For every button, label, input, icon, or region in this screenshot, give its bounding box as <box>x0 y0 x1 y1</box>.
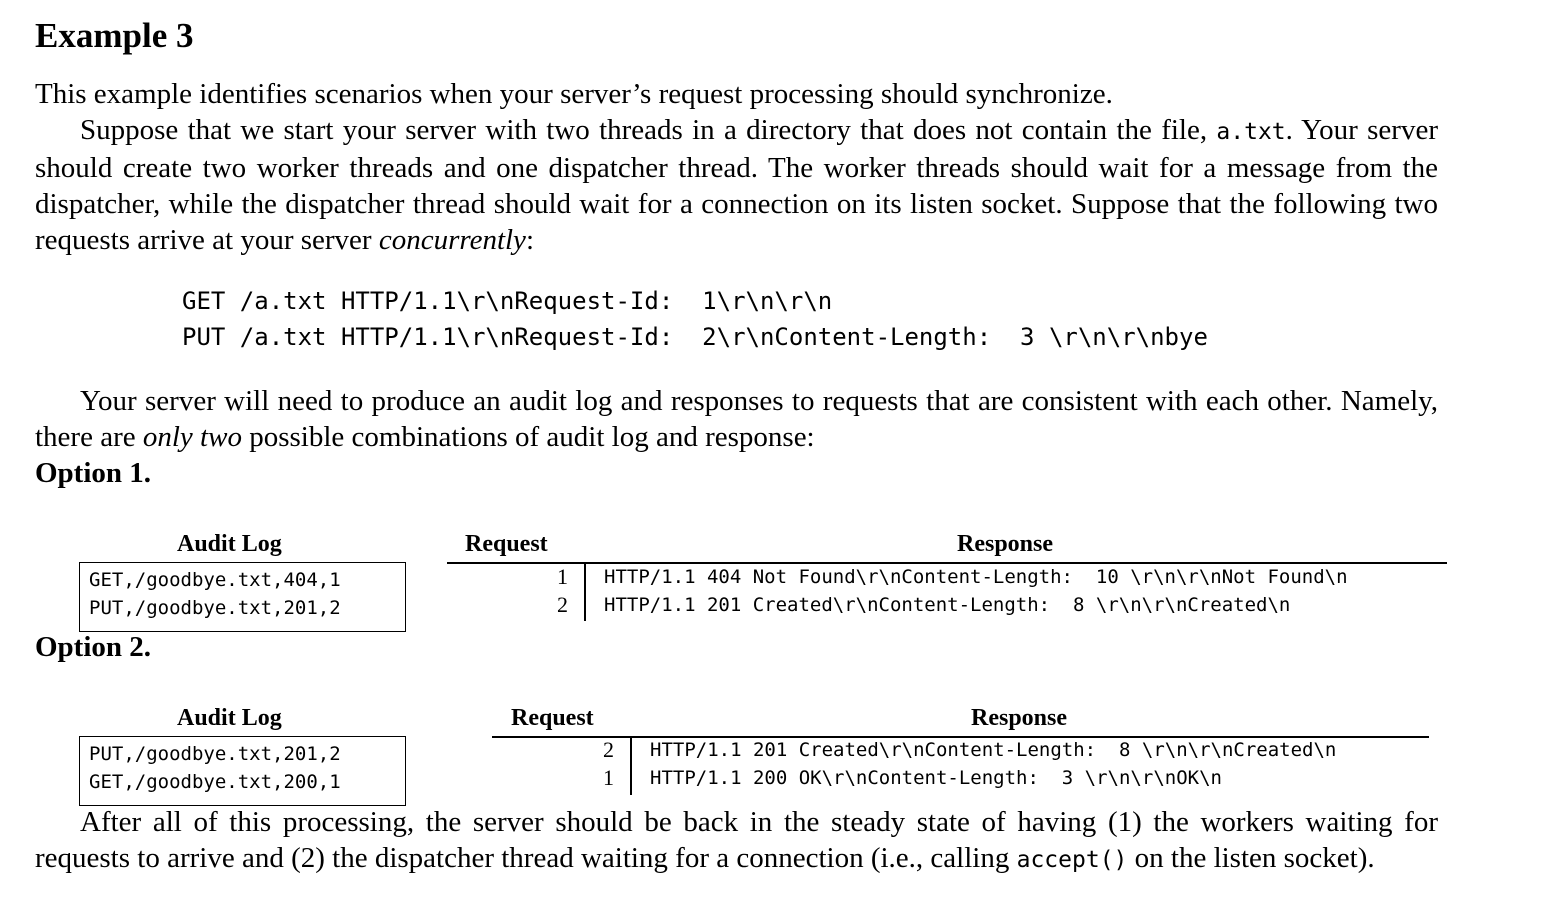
option-2-audit-header: Audit Log <box>177 705 282 731</box>
option-2-row-2-request: 1 <box>603 765 614 790</box>
option-1-column-divider <box>584 563 586 621</box>
option-2-audit-line-1: PUT,/goodbye.txt,201,2 <box>89 743 341 765</box>
option-2-response-header: Response <box>971 705 1068 731</box>
option-1-audit-log-box <box>79 562 406 632</box>
intro-paragraph: This example identifies scenarios when your server’s request processing should synchronize. <box>35 78 1113 110</box>
filename-code: a.txt <box>1216 119 1286 145</box>
concurrently-emphasis: concurrently <box>378 224 526 256</box>
option-2-row-1-request: 2 <box>603 737 614 762</box>
option-1-audit-line-1: GET,/goodbye.txt,404,1 <box>89 569 341 591</box>
setup-paragraph <box>35 112 1438 258</box>
consistency-text-b: possible combinations of audit log and response: <box>241 421 815 453</box>
option-2-row-1-response: HTTP/1.1 201 Created\r\nContent-Length: 8 \r\n\r\nCreated\n <box>650 739 1337 761</box>
setup-text-c: : <box>525 224 534 256</box>
page-title: Example 3 <box>35 16 194 55</box>
option-2-row-2-response: HTTP/1.1 200 OK\r\nContent-Length: 3 \r\n\r\nOK\n <box>650 767 1222 789</box>
option-1-row-1-request: 1 <box>557 564 568 589</box>
steady-state-paragraph <box>35 804 1438 878</box>
steady-state-text-b: on the listen socket). <box>1127 842 1375 874</box>
option-2-label: Option 2. <box>35 631 152 663</box>
request-line-get: GET /a.txt HTTP/1.1\r\nRequest-Id: 1\r\n\r\n <box>182 287 833 315</box>
option-1-request-header: Request <box>465 531 548 557</box>
option-1-response-header: Response <box>957 531 1054 557</box>
option-1-row-2-response: HTTP/1.1 201 Created\r\nContent-Length: 8 \r\n\r\nCreated\n <box>604 594 1291 616</box>
setup-text-a: Suppose that we start your server with two threads in a directory that does not contain the file, <box>80 114 1217 146</box>
option-1-row-1-response: HTTP/1.1 404 Not Found\r\nContent-Length: 10 \r\n\r\nNot Found\n <box>604 566 1348 588</box>
steady-state-text-a: After all of this processing, the server should be back in the steady state of having (1) the workers waiting for requests to arrive and (2) the dispatcher thread waiting for a connection (i.e., calling <box>35 806 1438 874</box>
option-2-request-header: Request <box>511 705 594 731</box>
option-1-audit-header: Audit Log <box>177 531 282 557</box>
consistency-text-a: Your server will need to produce an audit log and responses to requests that are consistent with each other. Namely, there are <box>35 385 1438 453</box>
option-2-audit-log-box <box>79 736 406 806</box>
accept-code: accept() <box>1016 847 1128 873</box>
option-2-audit-line-2: GET,/goodbye.txt,200,1 <box>89 771 341 793</box>
option-2-column-divider <box>630 737 632 795</box>
option-1-label: Option 1. <box>35 457 152 489</box>
option-1-row-2-request: 2 <box>557 592 568 617</box>
only-two-emphasis: only two <box>142 421 242 453</box>
request-line-put: PUT /a.txt HTTP/1.1\r\nRequest-Id: 2\r\nContent-Length: 3 \r\n\r\nbye <box>182 323 1208 351</box>
consistency-paragraph <box>35 383 1438 455</box>
setup-text-b: . Your server should create two worker threads and one dispatcher thread. The worker threads should wait for a message from the dispatcher, while the dispatcher thread should wait for a connection on its listen socket. Suppose that the following two requests arrive at your server <box>35 114 1438 256</box>
option-1-audit-line-2: PUT,/goodbye.txt,201,2 <box>89 597 341 619</box>
